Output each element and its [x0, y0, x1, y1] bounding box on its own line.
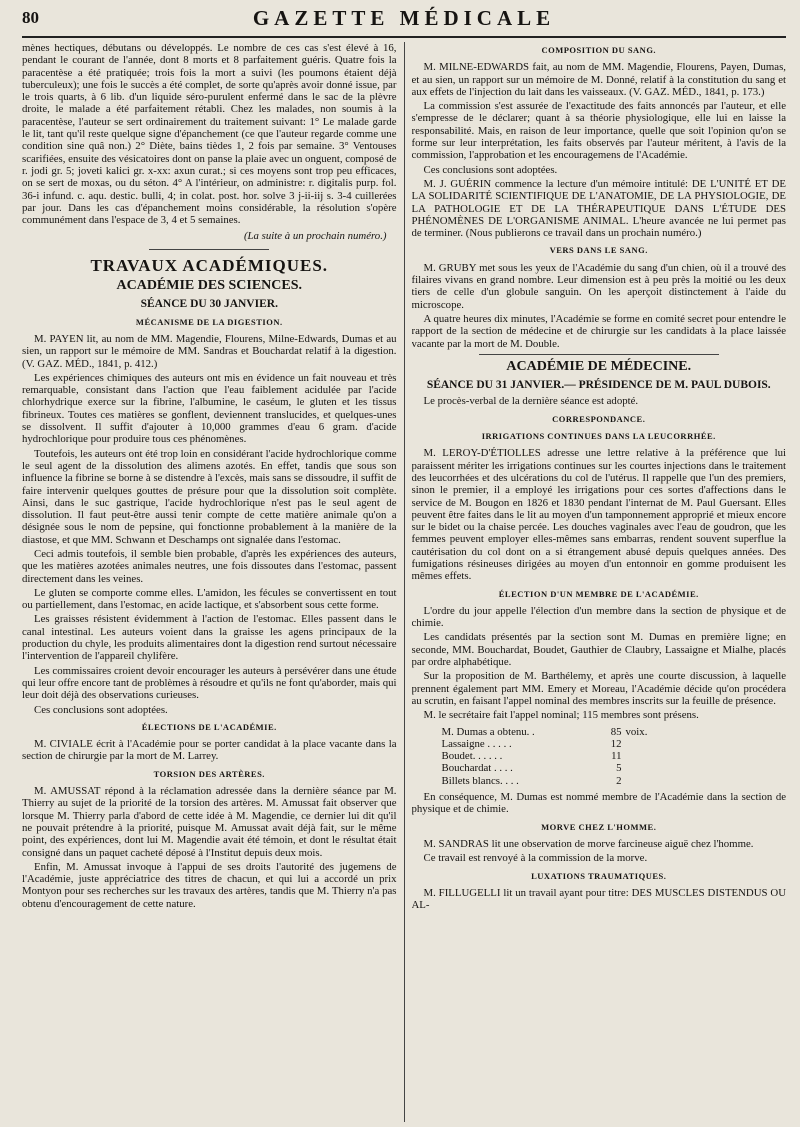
paragraph-conclusions: Ces conclusions sont adoptées.: [423, 163, 558, 176]
subheading-luxations: LUXATIONS TRAUMATIQUES.: [531, 870, 667, 881]
paragraph-continuation: mènes hectiques, débutans ou développés. Le nombre de ces cas s'est élevé à 16, pendant le courant de l'année, dont 8 morts et 8 parfaitement guéris. Quatre fois la paracentèse a été pratiquée; trois fois la mort a suivi (les poumons étaient déjà tuberculeux); une fois le succès a été complet, de sorte qu'après avoir donné issue, par le trois quarts, à 6 lib. d'un liquide séro-purulent enfermé dans le sac de la plèvre droite, le malade a été parfaitement rétabli. Chez les malades, non soumis à la paracentèse, l'auteur se sert ordinairement du traitement suivant: 1° Le malade garde le lit, tant qu'il reste quelque signe d'épanchement (ce que l'auteur regarde comme une condition sine quâ non.) 2° Diète, bains tièdes 1, 2 fois par semaine. 3° Ventouses scarifiées, ensuite des vésicatoires dont on panse la plaie avec un onguent, composé de r. jodi gr. 5; joveti kalici gr. x-xx: axun curat.; si ces moyens sont trop peu efficaces, on se sert de moxas, ou du séton. 4° A l'intérieur, on administre: r. digitalis purp. fol. 36-i infund. c. aqu. destic. bulli, 4; in colat. post. hor. solve 3 j-ii-iij s. 3-4 cuillerées par jour. Dans les cas d'épanchement moins considérable, la résolution s'opère communément dans l'espace de 3, 4 et 5 semaines.: [22, 42, 397, 227]
paragraph-ceci: Ceci admis toutefois, il semble bien probable, d'après les expériences des auteurs, que les matières azotées animales neutres, une fois dissoutes dans l'estomac, passent directement dans les veines.: [22, 547, 397, 585]
session-date: SÉANCE DU 31 JANVIER.— PRÉSIDENCE DE M. PAUL DUBOIS.: [426, 379, 771, 392]
subheading-torsion: TORSION DES ARTÈRES.: [153, 768, 265, 779]
paragraph-experiences: Les expériences chimiques des auteurs ont mis en évidence un fait nouveau et très remarquable, consistant dans l'action que l'eau faiblement acidulée par l'acide chlorhydrique exerce sur la fibrine, l'albumine, le caséum, le gluten et les tissus fibrineux. Toutes ces matières se gonflent, deviennent translucides, et quelques-unes se dissolvent. Il suffit d'ajouter à 10,000 grammes d'eau 6 gram. d'acide hydrochlorique pour produire tous ces phénomènes.: [22, 371, 397, 446]
subheading-correspondance: CORRESPONDANCE.: [552, 413, 646, 424]
vote-row: Bouchardat . . . . 5: [441, 762, 622, 775]
paragraph-ordre: L'ordre du jour appelle l'élection d'un membre dans la section de physique et de chimie.: [411, 604, 787, 630]
page-number: 80: [22, 8, 39, 27]
continued-note: (La suite à un prochain numéro.): [243, 230, 387, 243]
paragraph-commissaires: Les commissaires croient devoir encourager les auteurs à persévérer dans une étude qui leur offre encore tant de problèmes à résoudre et qu'ils ne font qu'aborder, mais qui leur doit déjà des observations curieuses.: [22, 664, 397, 702]
left-column: [22, 42, 397, 1122]
paragraph-payen: M. PAYEN lit, au nom de MM. Magendie, Flourens, Milne-Edwards, Dumas et au sien, un rapport sur le mémoire de MM. Sandras et Bouchardat relatif à la digestion. (V. GAZ. MÉD., 1841, p. 412.): [22, 332, 397, 370]
paragraph-barthelemy: Sur la proposition de M. Barthélemy, et après une courte discussion, à laquelle prennent également part MM. Emery et Moreau, l'Académie décide qu'on procédera au scrutin, en faisant l'appel nominal des membres inscrits sur la feuille de présence.: [411, 670, 787, 707]
paragraph-amussat: M. AMUSSAT répond à la réclamation adressée dans la dernière séance par M. Thierry au sujet de la priorité de la torsion des artères. M. Amussat fait observer que lorsque M. Thierry parla d'abord de cette idée à M. Magendie, ce dernier lui dit qu'il ne pouvait prétendre à la priorité, puisque M. Amussat avait déjà fait, sur le même point, des expériences, dont lui M. Magendie avait été témoin, et dont le résultat était consigné dans un paquet cacheté déposé à l'Institut depuis deux mois.: [22, 785, 397, 859]
paragraph-conclusions: Ces conclusions sont adoptées.: [34, 703, 168, 716]
session-date: SÉANCE DU 30 JANVIER.: [140, 298, 278, 311]
page-header: [22, 0, 786, 38]
paragraph-milne-edwards: M. MILNE-EDWARDS fait, au nom de MM. Magendie, Flourens, Payen, Dumas, et au sien, un rapport sur un mémoire de M. Donné, relatif à la constitution du sang et aux effets de l'injection du lait dans les vaisseaux. (V. GAZ. MÉD., 1841, p. 173.): [411, 61, 787, 98]
vote-results: [442, 726, 787, 787]
divider: [149, 249, 269, 250]
paragraph-commission: La commission s'est assurée de l'exactitude des faits annoncés par l'auteur, et elle s'empresse de le déclarer; quant à sa théorie physiologique, elle lui en laisse la responsabilité. Mais, en raison de leur importance, quelle que soit l'opinion qu'on se forme sur leur interprétation, les faits observés par l'auteur méritent, à l'avis de la commission, l'approbation et les encouragemens de l'Académie.: [411, 100, 787, 162]
paragraph-civiale: M. CIVIALE écrit à l'Académie pour se porter candidat à la place vacante dans la section de chirurgie par la mort de M. Larrey.: [22, 738, 397, 763]
subheading-vers: VERS DANS LE SANG.: [549, 245, 648, 256]
paragraph-gruby: M. GRUBY met sous les yeux de l'Académie du sang d'un chien, où il a trouvé des filaires vivans en grand nombre. Leur dimension est à peu près la moitié ou les deux tiers de celle d'un globule sanguin. On les aperçoit distinctement à l'aide du microscope.: [411, 261, 787, 311]
paragraph-sandras: M. SANDRAS lit une observation de morve farcineuse aiguë chez l'homme.: [423, 837, 754, 850]
paragraph-proces-verbal: Le procès-verbal de la dernière séance est adopté.: [423, 395, 639, 408]
paragraph-toutefois: Toutefois, les auteurs ont été trop loin en considérant l'acide hydrochlorique comme le seul agent de la dissolution des alimens azotés. En effet, tandis que sous son influence la fibrine se borne à se distendre à l'excès, mais sans se dissoudre, il suffit de faire intervenir quelques gouttes de présure pour que la dissolution soit complète. Ainsi, dans le suc gastrique, l'acide hydrochlorique n'est pas le seul agent de dissolution. Il faut peut-être aussi tenir compte de cette matière animale qu'on a désignée sous le nom de pepsine, qui fonctionne probablement à la manière de la diastose, et que MM. Schwann et Deschamps ont signalée dans l'estomac.: [22, 447, 397, 546]
right-column: [412, 42, 787, 1122]
paragraph-renvoye: Ce travail est renvoyé à la commission de la morve.: [423, 852, 648, 865]
subheading-elections: ÉLECTIONS DE L'ACADÉMIE.: [141, 721, 277, 732]
divider: [479, 354, 719, 355]
paragraph-guerin: M. J. GUÉRIN commence la lecture d'un mémoire intitulé: DE L'UNITÉ ET DE LA SOLIDARITÉ SCIENTIFIQUE DE L'ANATOMIE, DE LA PHYSIOLOGIE, DE LA PATHOLOGIE ET DE LA THÉRAPEUTIQUE DANS L'ÉTUDE DES PHÉNOMÈNES DE L'ORGANISME ANIMAL. L'heure avancée ne lui permet pas de terminer. (Nous publierons ce travail dans un prochain numéro.): [411, 177, 787, 240]
subheading-digestion: MÉCANISME DE LA DIGESTION.: [135, 316, 283, 327]
paragraph-fillugelli: M. FILLUGELLI lit un travail ayant pour titre: DES MUSCLES DISTENDUS OU AL-: [411, 886, 787, 912]
section-title-travaux: TRAVAUX ACADÉMIQUES.: [90, 255, 329, 275]
paragraph-leroy: M. LEROY-D'ÉTIOLLES adresse une lettre relative à la préférence que lui paraissent mériter les irrigations continues sur les courtes injections dans le traitement des leucorrhées et des ulcérations du col de l'utérus. Il rappelle que l'un des premiers, sinon le premier, il a employé les irrigations pour ces sortes d'affections dans le service de M. Bougon en 1826 et 1830 pendant l'internat de M. Paul Guersant. Elles peuvent être faites dans le lit au moyen d'un tamponnement approprié et mieux encore sur le bidet ou la chaise percée. Les douches vaginales avec l'eau de goudron, que les femmes peuvent employer elles-mêmes sans embarras, rendent souvent superflue la cautérisation du col dont on a si étrangement abusé depuis quelques années. Des fumigations résineuses dirigées au moyen d'un entonnoir en gomme produisent les mêmes effets.: [411, 447, 787, 583]
academy-sciences-heading: ACADÉMIE DES SCIENCES.: [116, 278, 303, 294]
columns: [22, 42, 786, 1122]
paragraph-consequence: En conséquence, M. Dumas est nommé membre de l'Académie dans la section de physique et de chimie.: [411, 791, 787, 816]
subheading-morve: MORVE CHEZ L'HOMME.: [541, 821, 657, 832]
paragraph-candidats: Les candidats présentés par la section sont M. Dumas en première ligne; en seconde, MM. Bouchardat, Boudet, Gauthier de Claubry, Lassaigne et Mialhe, placés par ordre alphabétique.: [411, 631, 787, 669]
vote-row: Billets blancs. . . . 2: [441, 774, 622, 787]
journal-title: GAZETTE MÉDICALE: [252, 5, 556, 30]
subheading-composition: COMPOSITION DU SANG.: [541, 45, 657, 55]
subheading-election: ÉLECTION D'UN MEMBRE DE L'ACADÉMIE.: [498, 588, 699, 599]
column-separator: [404, 42, 405, 1122]
subheading-irrigations: IRRIGATIONS CONTINUES DANS LA LEUCORRHÉE.: [481, 431, 716, 442]
paragraph-gluten: Le gluten se comporte comme elles. L'amidon, les fécules se convertissent en tout ou partiellement, dans l'estomac, en acide lactique, et s'absorbent sous cette forme.: [22, 586, 397, 612]
vote-row: M. Dumas a obtenu. . 85 voix.: [441, 725, 648, 738]
vote-row: Boudet. . . . . . 11: [441, 750, 622, 763]
paragraph-quatre-heures: A quatre heures dix minutes, l'Académie se forme en comité secret pour entendre le rapport de la section de médecine et de chirurgie sur les candidats à la place laissée vacante par la mort de M. Double.: [411, 312, 787, 350]
vote-row: Lassaigne . . . . . 12: [441, 737, 622, 750]
paragraph-graisses: Les graisses résistent évidemment à l'action de l'estomac. Elles passent dans le canal intestinal. Les auteurs voient dans la graisse les agens principaux de la production du chyle, les produits alimentaires dont la digestion rend surtout nécessaire l'intervention de l'appareil chylifère.: [22, 613, 397, 663]
paragraph-secretaire: M. le secrétaire fait l'appel nominal; 115 membres sont présens.: [423, 709, 699, 722]
academy-medecine-heading: ACADÉMIE DE MÉDECINE.: [506, 358, 692, 374]
paragraph-enfin: Enfin, M. Amussat invoque à l'appui de ses droits l'autorité des jugemens de l'Académie, juste appréciatrice des titres de chacun, et qui lui a accordé un prix Montyon pour ses recherches sur les travaux des artères, tandis que M. Thierry n'a pas obtenu d'encouragement de cette nature.: [22, 860, 397, 910]
